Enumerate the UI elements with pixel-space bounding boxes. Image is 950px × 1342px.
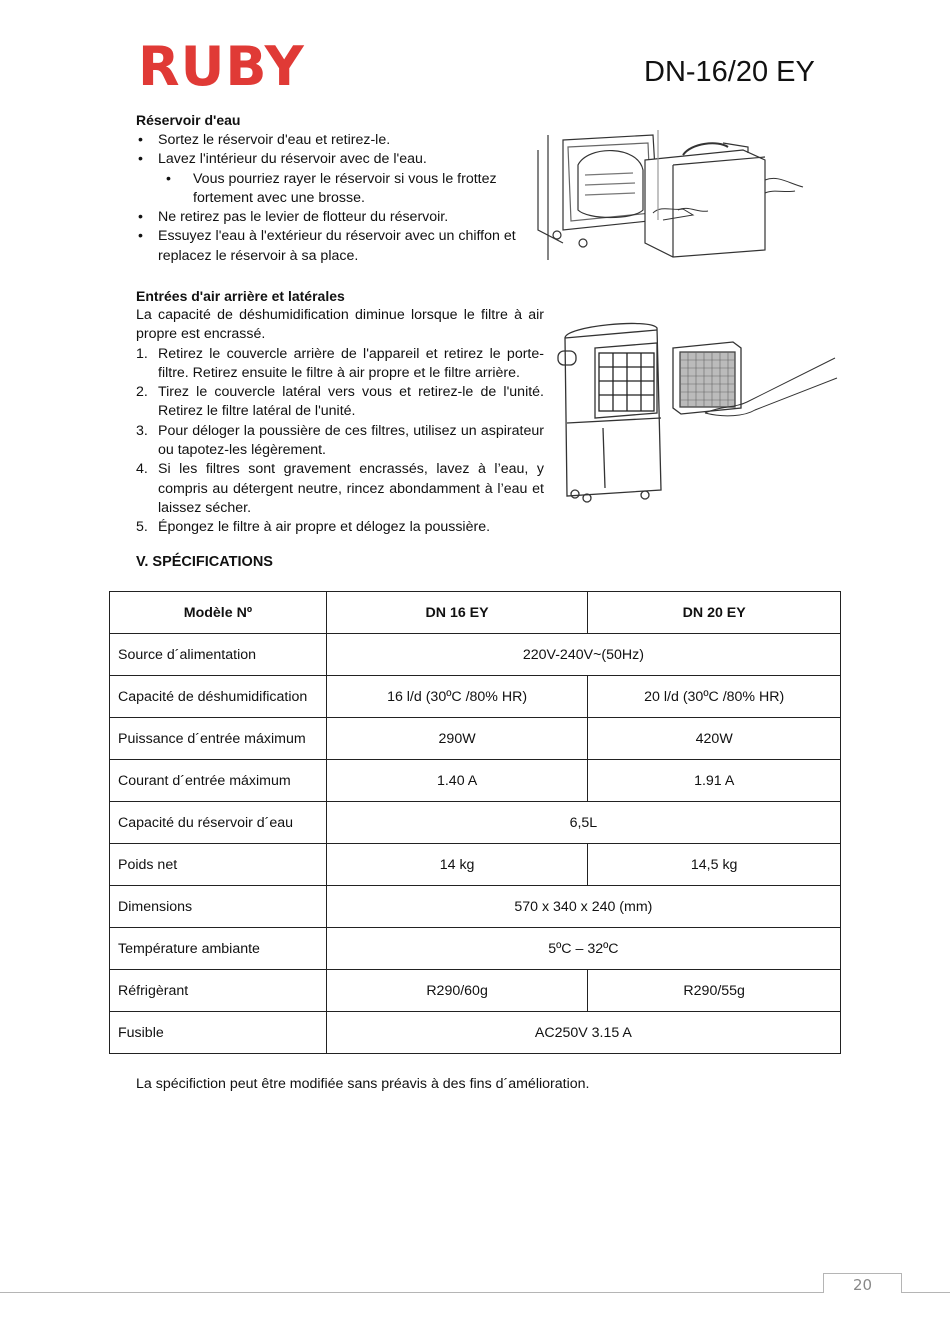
list-item: 1. Retirez le couvercle arrière de l'appareil et retirez le porte-filtre. Retirez ensuite le filtre à air propre et le filtre arrière. [136, 345, 544, 381]
row-label: Fusible [110, 1012, 327, 1054]
row-label: Capacité du réservoir d´eau [110, 802, 327, 844]
filter-removal-illustration [555, 318, 840, 506]
filters-steps [136, 345, 544, 538]
row-value: AC250V 3.15 A [326, 1012, 840, 1054]
specs-title: V. SPÉCIFICATIONS [136, 554, 273, 570]
row-label: Poids net [110, 844, 327, 886]
specs-table [109, 591, 841, 1054]
row-value-dn20: 1.91 A [588, 760, 841, 802]
row-value: 6,5L [326, 802, 840, 844]
filters-title: Entrées d'air arrière et latérales [136, 288, 345, 304]
reservoir-title: Réservoir d'eau [136, 112, 241, 128]
brand-logo: RUBY [138, 35, 305, 98]
table-row [110, 1012, 841, 1054]
row-value-dn16: 16 l/d (30ºC /80% HR) [326, 676, 588, 718]
list-item: 4. Si les filtres sont gravement encrassés, lavez à l’eau, y compris au détergent neutre, rincez abondamment à l’eau et laissez sécher. [136, 461, 544, 516]
row-label: Source d´alimentation [110, 634, 327, 676]
row-label: Dimensions [110, 886, 327, 928]
table-row [110, 760, 841, 802]
header-cell: DN 20 EY [588, 592, 841, 634]
row-value: 570 x 340 x 240 (mm) [326, 886, 840, 928]
spec-note: La spécifiction peut être modifiée sans préavis à des fins d´amélioration. [136, 1076, 590, 1092]
list-item: • Sortez le réservoir d'eau et retirez-le. [136, 131, 536, 150]
tank-removal-illustration [533, 125, 813, 265]
row-value-dn16: 290W [326, 718, 588, 760]
row-value-dn16: R290/60g [326, 970, 588, 1012]
row-label: Réfrigèrant [110, 970, 327, 1012]
row-label: Courant d´entrée máximum [110, 760, 327, 802]
row-value: 5ºC – 32ºC [326, 928, 840, 970]
header-cell: Modèle Nº [110, 592, 327, 634]
table-row [110, 970, 841, 1012]
reservoir-section [136, 111, 536, 266]
row-value-dn16: 14 kg [326, 844, 588, 886]
table-row [110, 634, 841, 676]
table-row [110, 676, 841, 718]
table-row [110, 844, 841, 886]
row-label: Puissance d´entrée máximum [110, 718, 327, 760]
list-item: 3. Pour déloger la poussière de ces filtres, utilisez un aspirateur ou tapotez-les légèrement. [136, 422, 544, 459]
table-header-row [110, 592, 841, 634]
footer-divider [0, 1292, 950, 1293]
table-row [110, 886, 841, 928]
list-item: • Ne retirez pas le levier de flotteur du réservoir. [136, 208, 536, 227]
model-title: DN-16/20 EY [644, 56, 815, 88]
list-item: 5. Épongez le filtre à air propre et délogez la poussière. [136, 519, 491, 536]
filters-intro: La capacité de déshumidification diminue lorsque le filtre à air propre est encrassé. [136, 307, 544, 343]
reservoir-list [136, 131, 536, 266]
row-label: Température ambiante [110, 928, 327, 970]
row-value-dn20: R290/55g [588, 970, 841, 1012]
list-item: • Essuyez l'eau à l'extérieur du réservoir avec un chiffon et replacez le réservoir à sa place. [136, 227, 536, 266]
list-item-sub: • Vous pourriez rayer le réservoir si vous le frottez fortement avec une brosse. [136, 170, 536, 209]
table-row [110, 928, 841, 970]
row-label: Capacité de déshumidification [110, 676, 327, 718]
row-value-dn20: 420W [588, 718, 841, 760]
row-value-dn16: 1.40 A [326, 760, 588, 802]
table-row [110, 802, 841, 844]
list-item: 2. Tirez le couvercle latéral vers vous et retirez-le de l'unité. Retirez le filtre latéral de l'unité. [136, 384, 544, 420]
page-number: 20 [823, 1273, 902, 1293]
filters-section [136, 287, 544, 538]
row-value-dn20: 20 l/d (30ºC /80% HR) [588, 676, 841, 718]
list-item: • Lavez l'intérieur du réservoir avec de l'eau. [136, 150, 536, 169]
row-value: 220V-240V~(50Hz) [326, 634, 840, 676]
table-row [110, 718, 841, 760]
header-cell: DN 16 EY [326, 592, 588, 634]
row-value-dn20: 14,5 kg [588, 844, 841, 886]
